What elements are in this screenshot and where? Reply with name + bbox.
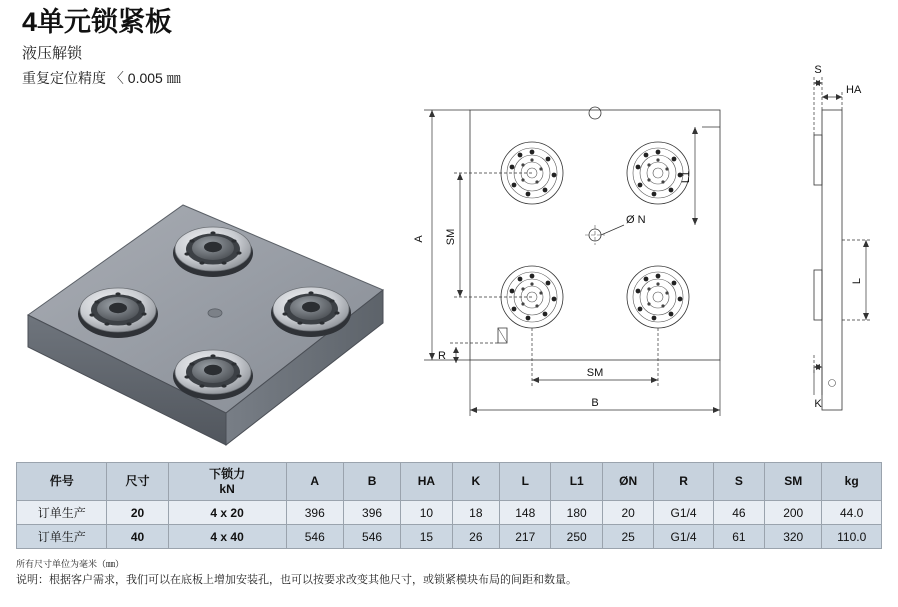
dim-label-l: L [851, 277, 863, 285]
dimension-diameter-n [601, 214, 646, 235]
cell-s: 61 [713, 525, 764, 549]
dimension-l1 [680, 127, 720, 225]
cell-l1: 250 [551, 525, 602, 549]
dimension-sm-horizontal [532, 328, 658, 386]
cell-part: 订单生产 [17, 501, 107, 525]
cell-l: 148 [500, 501, 551, 525]
cell-k: 26 [452, 525, 499, 549]
cell-size: 40 [107, 525, 168, 549]
col-header-l: L [500, 463, 551, 501]
cell-a: 396 [286, 501, 343, 525]
cell-s: 46 [713, 501, 764, 525]
cell-l: 217 [500, 525, 551, 549]
col-header-lock-force [168, 463, 286, 501]
page-subtitle: 液压解锁 [22, 45, 83, 62]
side-view-drawing [770, 55, 895, 430]
cell-b: 396 [343, 501, 400, 525]
note-units: 所有尺寸单位为毫米（㎜） [16, 559, 125, 569]
dimension-ha [822, 84, 862, 110]
col-header-ha: HA [401, 463, 452, 501]
side-hole [829, 380, 836, 387]
cell-n: 20 [602, 501, 653, 525]
accuracy-spec: 重复定位精度 〈 0.005 ㎜ [22, 70, 181, 86]
cell-size: 20 [107, 501, 168, 525]
col-header-k: K [452, 463, 499, 501]
cell-force: 4 x 40 [168, 525, 286, 549]
module-bottom-right [627, 266, 689, 328]
dimension-s [814, 64, 822, 135]
lock-force-line1: 下锁力 [209, 466, 246, 481]
cell-r: G1/4 [654, 501, 713, 525]
clamping-module [78, 288, 158, 338]
dimension-k [814, 355, 822, 410]
page-header [22, 6, 181, 88]
col-header-l1: L1 [551, 463, 602, 501]
plate-section [822, 110, 842, 410]
cell-part: 订单生产 [17, 525, 107, 549]
col-header-b: B [343, 463, 400, 501]
port-r-detail [498, 328, 507, 343]
spec-table [16, 462, 882, 549]
cell-ha: 10 [401, 501, 452, 525]
col-header-a: A [286, 463, 343, 501]
cell-b: 546 [343, 525, 400, 549]
cell-r: G1/4 [654, 525, 713, 549]
cell-sm: 200 [765, 501, 822, 525]
module-profile [814, 270, 822, 320]
product-photo [8, 95, 398, 425]
dim-label-diameter-n: Ø N [626, 214, 646, 226]
table-header-row [17, 463, 882, 501]
dim-label-l1: L1 [680, 170, 692, 184]
dim-label-s: S [814, 64, 822, 76]
col-header-sm: SM [765, 463, 822, 501]
col-header-size: 尺寸 [107, 463, 168, 501]
page-title: 4单元锁紧板 [22, 7, 173, 37]
specification-table [16, 462, 882, 549]
top-bore [589, 107, 601, 119]
col-header-s: S [713, 463, 764, 501]
cell-l1: 180 [551, 501, 602, 525]
cell-a: 546 [286, 525, 343, 549]
clamping-module [173, 227, 253, 277]
clamping-module [173, 350, 253, 400]
dimension-a [413, 110, 470, 360]
dim-label-ha: HA [846, 84, 862, 96]
col-header-n: ØN [602, 463, 653, 501]
cell-kg: 44.0 [822, 501, 882, 525]
cell-force: 4 x 20 [168, 501, 286, 525]
dim-label-sm-horizontal: SM [586, 367, 604, 379]
col-header-kg: kg [822, 463, 882, 501]
cell-kg: 110.0 [822, 525, 882, 549]
dim-label-sm-vertical: SM [445, 228, 457, 246]
lock-force-line2: kN [219, 481, 235, 496]
col-header-r: R [654, 463, 713, 501]
cell-n: 25 [602, 525, 653, 549]
front-view-drawing [410, 85, 750, 430]
cell-sm: 320 [765, 525, 822, 549]
clamping-module [271, 287, 351, 337]
dim-label-a: A [413, 235, 425, 243]
cell-k: 18 [452, 501, 499, 525]
footnotes [16, 556, 876, 588]
center-hole [208, 309, 222, 317]
dim-label-k: K [814, 398, 822, 410]
note-customization: 说明：根据客户需求，我们可以在底板上增加安装孔，也可以按要求改变其他尺寸，或锁紧模块布局的间距和数量。 [16, 574, 577, 586]
module-profile [814, 135, 822, 185]
dim-label-r: R [438, 350, 446, 362]
table-row [17, 501, 882, 525]
cell-ha: 15 [401, 525, 452, 549]
table-row [17, 525, 882, 549]
dimension-l [842, 240, 872, 320]
dim-label-b: B [591, 397, 599, 409]
col-header-part: 件号 [17, 463, 107, 501]
